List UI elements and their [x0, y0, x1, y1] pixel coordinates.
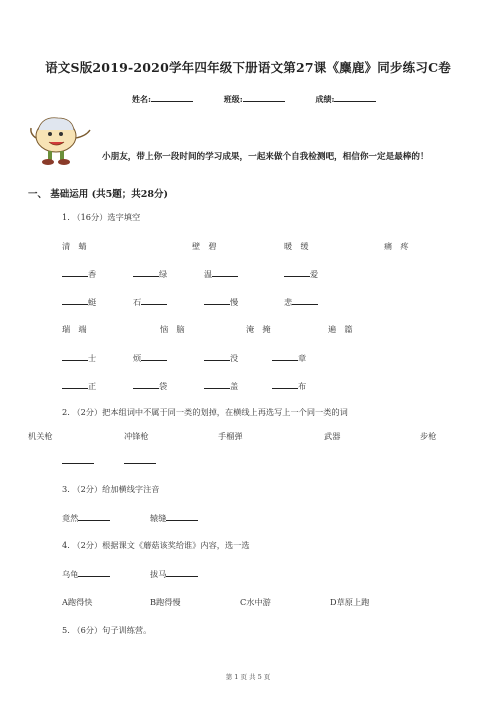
question-4-stem: 4. （2分）根据课文《蘑菇该奖给谁》内容，选一选 [62, 540, 250, 550]
answer-blank[interactable] [166, 568, 198, 577]
answer-blank[interactable] [62, 268, 88, 277]
answer-blank[interactable] [204, 296, 230, 305]
question-5-stem: 5. （6分）句子训练营。 [62, 625, 152, 635]
score-blank [334, 93, 376, 102]
answer-blank[interactable] [62, 296, 88, 305]
option-b[interactable]: B跑得慢 [150, 597, 181, 607]
answer-blank[interactable] [141, 352, 167, 361]
answer-blank[interactable] [78, 512, 110, 521]
answer-blank[interactable] [62, 380, 88, 389]
answer-blank[interactable] [133, 380, 159, 389]
option-d[interactable]: D草原上跑 [330, 597, 370, 607]
answer-blank[interactable] [272, 352, 298, 361]
document-page: 语文S版2019-2020学年四年级下册语文第27课《麋鹿》同步练习C卷 姓名: 班级: 成绩: 小朋友，带上你一段时间的学习成果，一起来做个自我检测吧，相信你一定是最棒的！ 一、 基础运用 (共5题；共28分) 1. （16分）选字填空 清 蜻 壁 碧 暖 缓 痛 疼 香 绿 温 爱 蜓 石 慢 悲 瑞 端 恼 脑 淹 掩 遍 篇 士 烦 没 章 正 袋 盖 布 2. （2分）把本组词中不属于同一类的划掉，在横线上再选写上一个同一类的词 机关枪 冲锋枪 手榴弹 武器 步枪 3. （2分）给加横线字注音 竟然 辕缝 4. （2分）根据课文《蘑菇该奖给谁》内容，选一选 乌龟 拔马 A跑得快 B跑得慢 C水中游 D草原上跑 5. （6分）句子训练营。 第 1 页 共 5 页 [0, 0, 496, 702]
question-3-stem: 3. （2分）给加横线字注音 [62, 484, 160, 494]
section-heading: 一、 基础运用 (共5题；共28分) [28, 189, 168, 200]
answer-blank[interactable] [124, 455, 156, 464]
cartoon-mascot-icon [28, 108, 100, 168]
question-1-stem: 1. （16分）选字填空 [62, 212, 141, 222]
answer-blank[interactable] [166, 512, 198, 521]
page-footer: 第 1 页 共 5 页 [225, 673, 271, 681]
answer-blank[interactable] [133, 268, 159, 277]
option-c[interactable]: C水中游 [240, 597, 271, 607]
answer-blank[interactable] [204, 380, 230, 389]
student-info-line [132, 93, 404, 105]
answer-blank[interactable] [212, 268, 238, 277]
document-title: 语文S版2019-2020学年四年级下册语文第27课《麋鹿》同步练习C卷 [45, 60, 451, 75]
answer-blank[interactable] [78, 568, 110, 577]
answer-blank[interactable] [141, 296, 167, 305]
answer-blank[interactable] [284, 268, 310, 277]
class-field: 班级: [224, 93, 285, 105]
answer-blank[interactable] [62, 352, 88, 361]
class-blank [243, 93, 285, 102]
name-field: 姓名: [132, 93, 193, 105]
answer-blank[interactable] [292, 296, 318, 305]
question-2-stem: 2. （2分）把本组词中不属于同一类的划掉，在横线上再选写上一个同一类的词 [62, 407, 348, 417]
name-blank [151, 93, 193, 102]
answer-blank[interactable] [62, 455, 94, 464]
answer-blank[interactable] [204, 352, 230, 361]
option-a[interactable]: A跑得快 [62, 597, 93, 607]
encouragement-text: 小朋友，带上你一段时间的学习成果，一起来做个自我检测吧，相信你一定是最棒的！ [102, 152, 429, 162]
answer-blank[interactable] [272, 380, 298, 389]
score-field: 成绩: [316, 93, 377, 105]
